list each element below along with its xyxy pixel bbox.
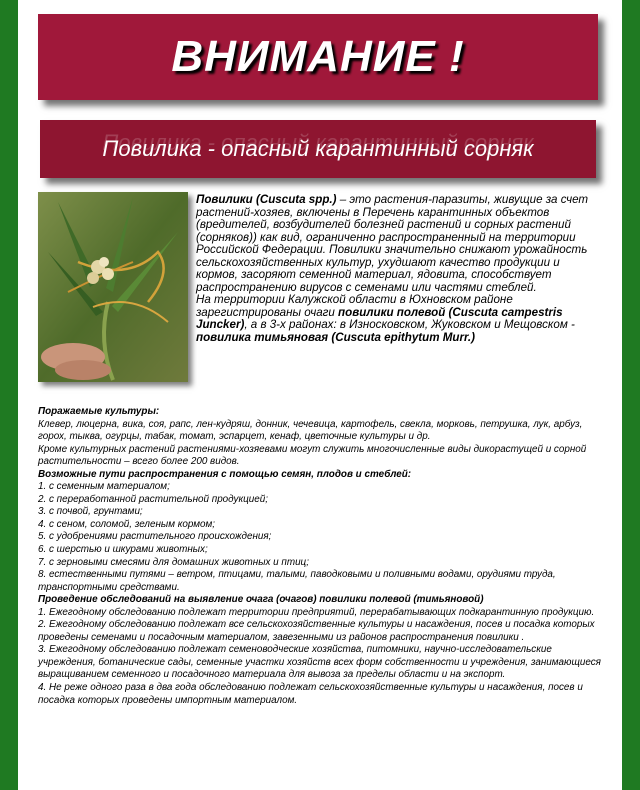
spread-item: 3. с почвой, грунтами; (38, 506, 143, 518)
spread-item: 4. с сеном, соломой, зеленым кормом; (38, 518, 216, 530)
spread-item: 8. естественными путями – ветром, птицами, талыми, паводковыми и поливными водами, орудиями труда, транспортными средствами. (38, 569, 556, 593)
survey-item: 1. Ежегодному обследованию подлежат территории предприятий, перерабатывающих подкарантинную продукцию. (38, 606, 595, 618)
spread-item: 7. с зерновыми смесями для домашних животных и птиц; (38, 556, 309, 568)
survey-header: Проведение обследований на выявление очага (очагов) повилики полевой (тимьяновой) (38, 594, 484, 606)
survey-item: 3. Ежегодному обследованию подлежат семеноводческие хозяйства, питомники, научно-исследовательские учреждения, ботанические сады, семенные участки хозяйств всех форм собственности и учреждения, занимающиеся выращиванием семенного и посадочного материала для вывоза за пределы области и на экспорт. (38, 644, 601, 681)
spread-item: 1. с семенным материалом; (38, 481, 170, 493)
dodder-plant-photo (38, 192, 188, 382)
spread-item: 5. с удобрениями растительного происхождения; (38, 531, 272, 543)
subtitle-text: Повилика - опасный карантинный сорняк (102, 136, 534, 161)
region-text-c: , а в 3-х районах: в Износковском, Жуковском и Мещовском - (244, 318, 575, 332)
intro-paragraph (196, 194, 600, 345)
survey-item: 2. Ежегодному обследованию подлежат все сельскохозяйственные культуры и насаждения, посев и посадка которых проведены семенами и посадочным материалом, завезенными из районов распространения повилики . (38, 619, 595, 643)
crops-wild: Кроме культурных растений растениями-хозяевами могут служить многочисленные виды дикорастущей и сорной растительности – всего более 200 видов. (38, 443, 587, 468)
region-text-a: На территории Калужской области в Юхновском районе зарегистрированы очаги (196, 293, 513, 319)
main-text (38, 406, 604, 707)
subtitle-banner (40, 120, 596, 178)
survey-item: 4. Не реже одного раза в два года обследованию подлежат сельскохозяйственные культуры и насаждения, посев и посадка которых проведены импортным материалом. (38, 682, 583, 706)
intro-text: – это растения-паразиты, живущие за счет растений-хозяев, включены в Перечень карантинных объектов (вредителей, возбудителей болезней растений и сорных растений (сорняков)) как вид, ограниченно распространенный на территории Российской Федерации. Повилики значительно снижают урожайность сельскохозяйственных культур, ухудшают качество продукции и кормов, засоряют семенной материал, ядовита, способствует распространению вирусов с семенами или частями стеблей. (196, 193, 589, 294)
attention-banner (38, 14, 598, 100)
field-dodder-name: повилики полевой (Cuscuta campestris Juncker) (196, 305, 563, 332)
attention-title: ВНИМАНИЕ ! (171, 32, 465, 81)
spread-item: 6. с шерстью и шкурами животных; (38, 544, 208, 556)
intro-lead: Повилики (Cuscuta spp.) (196, 193, 337, 206)
spread-header: Возможные пути распространения с помощью семян, плодов и стеблей: (38, 468, 412, 480)
thyme-dodder-name: повилика тимьяновая (Cuscuta epithytum Murr.) (196, 331, 475, 345)
plant-photo-icon (38, 192, 188, 382)
crops-header: Поражаемые культуры: (38, 406, 160, 417)
crops-list: Клевер, люцерна, вика, соя, рапс, лен-кудряш, донник, чечевица, картофель, свекла, морковь, петрушка, лук, арбуз, горох, тыква, огурцы, табак, томат, эспарцет, кенаф, цветочные культуры и др. (38, 418, 583, 443)
spread-item: 2. с переработанной растительной продукцией; (38, 493, 268, 505)
